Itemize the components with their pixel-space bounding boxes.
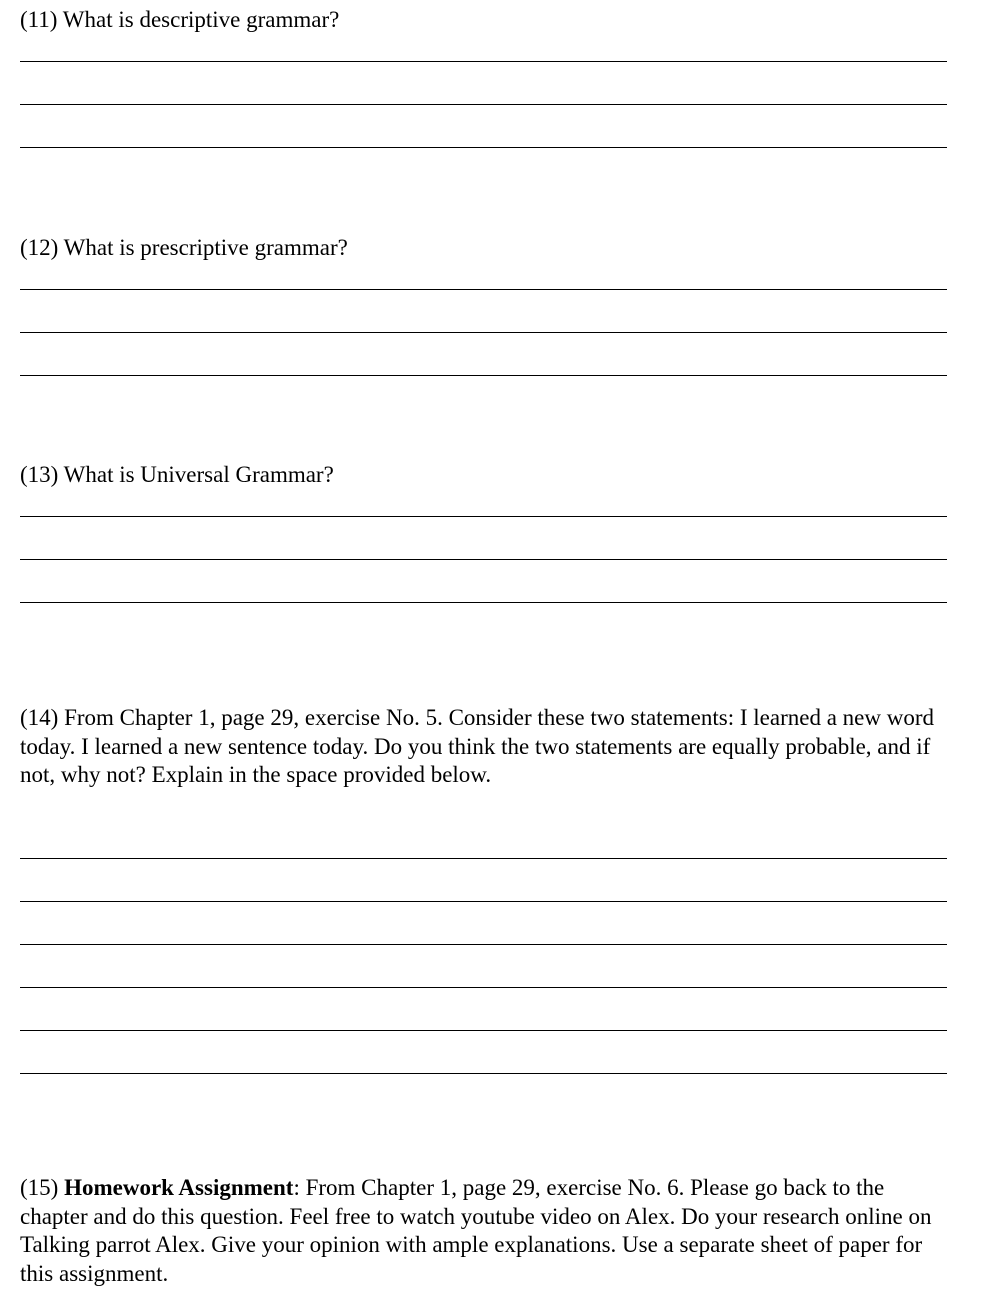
question-15-text: : From Chapter 1, page 29, exercise No. 6. Please go back to the chapter and do this question. Feel free to watch youtube video on Alex. Do your research online on Talking parrot Alex. Give your opinion with ample explanations. Use a separate sheet of paper for this assignment. xyxy=(20,1175,932,1286)
answer-line[interactable] xyxy=(20,332,947,333)
answer-line[interactable] xyxy=(20,516,947,517)
answer-line[interactable] xyxy=(20,858,947,859)
answer-line[interactable] xyxy=(20,61,947,62)
answer-line[interactable] xyxy=(20,104,947,105)
answer-line[interactable] xyxy=(20,289,947,290)
homework-assignment-label: Homework Assignment xyxy=(64,1175,294,1200)
answer-line[interactable] xyxy=(20,944,947,945)
answer-line[interactable] xyxy=(20,559,947,560)
answer-line[interactable] xyxy=(20,1030,947,1031)
answer-line[interactable] xyxy=(20,147,947,148)
question-12: (12) What is prescriptive grammar? xyxy=(20,235,348,260)
answer-line[interactable] xyxy=(20,602,947,603)
question-15-number: (15) xyxy=(20,1175,65,1200)
answer-line[interactable] xyxy=(20,1073,947,1074)
answer-line[interactable] xyxy=(20,375,947,376)
question-15 xyxy=(20,1174,955,1288)
question-11: (11) What is descriptive grammar? xyxy=(20,7,340,32)
question-14: (14) From Chapter 1, page 29, exercise No. 5. Consider these two statements: I learned a new word today. I learned a new sentence today. Do you think the two statements are equally probable, and if not, why not? Explain in the space provided below. xyxy=(20,705,934,787)
answer-line[interactable] xyxy=(20,987,947,988)
answer-line[interactable] xyxy=(20,901,947,902)
question-13: (13) What is Universal Grammar? xyxy=(20,462,334,487)
